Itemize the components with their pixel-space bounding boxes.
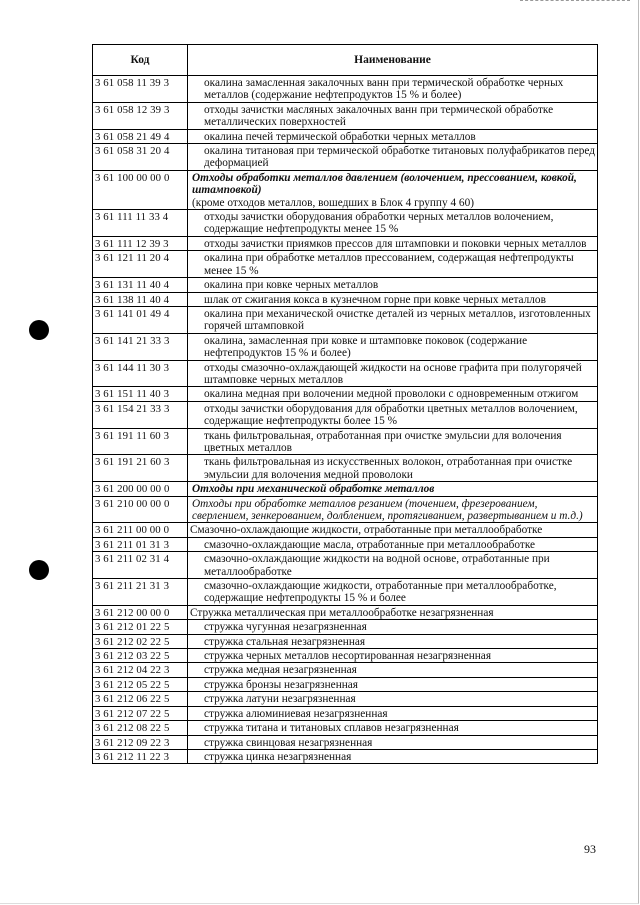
table-row — [93, 129, 598, 143]
row-code: 3 61 211 21 31 3 — [93, 579, 188, 606]
row-code: 3 61 212 07 22 5 — [93, 706, 188, 720]
table-row — [93, 620, 598, 634]
row-code: 3 61 212 08 22 5 — [93, 721, 188, 735]
row-code: 3 61 121 11 20 4 — [93, 251, 188, 278]
table-header-row — [93, 45, 598, 76]
table-row — [93, 605, 598, 619]
row-name — [188, 170, 598, 209]
row-code: 3 61 212 03 22 5 — [93, 649, 188, 663]
category-title: Отходы обработки металлов давлением (волочением, прессованием, ковкой, штамповкой) — [192, 171, 577, 197]
waste-code-table — [92, 44, 598, 764]
column-header-code: Код — [93, 45, 188, 76]
row-name: отходы зачистки масляных закалочных ванн при термической обработке металлических поверхностей — [188, 102, 598, 129]
category-note: (кроме отходов металлов, вошедших в Блок 4 группу 4 60) — [192, 196, 474, 209]
row-code: 3 61 141 21 33 3 — [93, 333, 188, 360]
row-name: стружка свинцовая незагрязненная — [188, 735, 598, 749]
row-code: 3 61 200 00 00 0 — [93, 482, 188, 496]
table-row — [93, 523, 598, 537]
row-code: 3 61 212 04 22 3 — [93, 663, 188, 677]
table-row — [93, 552, 598, 579]
row-name: отходы зачистки оборудования обработки черных металлов волочением, содержащие нефтепродукты менее 15 % — [188, 210, 598, 237]
row-name: шлак от сжигания кокса в кузнечном горне при ковке черных металлов — [188, 292, 598, 306]
table-body — [93, 76, 598, 764]
row-name: отходы зачистки оборудования для обработки цветных металлов волочением, содержащие нефтепродукты более 15 % — [188, 401, 598, 428]
row-name: стружка титана и титановых сплавов незагрязненная — [188, 721, 598, 735]
row-code: 3 61 212 02 22 5 — [93, 634, 188, 648]
category-title: Отходы при механической обработке металлов — [192, 483, 435, 496]
table-row — [93, 236, 598, 250]
table-row — [93, 144, 598, 171]
row-name: ткань фильтровальная из искусственных волокон, отработанная при очистке эмульсии для волочения медной проволоки — [188, 455, 598, 482]
row-name: стружка бронзы незагрязненная — [188, 677, 598, 691]
row-name: стружка чугунная незагрязненная — [188, 620, 598, 634]
table-row — [93, 721, 598, 735]
page-number: 93 — [584, 842, 596, 856]
table-row — [93, 663, 598, 677]
table-row — [93, 706, 598, 720]
row-name: смазочно-охлаждающие жидкости, отработанные при металлообработке, содержащие нефтепродукты 15 % и более — [188, 579, 598, 606]
row-name: стружка стальная незагрязненная — [188, 634, 598, 648]
table-row — [93, 251, 598, 278]
row-code: 3 61 211 00 00 0 — [93, 523, 188, 537]
row-code: 3 61 212 11 22 3 — [93, 749, 188, 763]
row-name: отходы зачистки приямков прессов для штамповки и поковки черных металлов — [188, 236, 598, 250]
punch-hole-bottom — [29, 560, 49, 580]
row-code: 3 61 058 31 20 4 — [93, 144, 188, 171]
table-row — [93, 455, 598, 482]
row-code: 3 61 100 00 00 0 — [93, 170, 188, 209]
table-row — [93, 292, 598, 306]
table-row — [93, 102, 598, 129]
table-row — [93, 306, 598, 333]
row-code: 3 61 144 11 30 3 — [93, 360, 188, 387]
row-name: Смазочно-охлаждающие жидкости, отработанные при металлообработке — [188, 523, 598, 537]
row-code: 3 61 141 01 49 4 — [93, 306, 188, 333]
table-row — [93, 360, 598, 387]
table-row — [93, 76, 598, 103]
row-name: смазочно-охлаждающие масла, отработанные при металлообработке — [188, 537, 598, 551]
row-name: окалина титановая при термической обработке титановых полуфабрикатов перед деформацией — [188, 144, 598, 171]
row-name — [188, 482, 598, 496]
row-code: 3 61 212 00 00 0 — [93, 605, 188, 619]
row-name: окалина при ковке черных металлов — [188, 278, 598, 292]
table-row — [93, 278, 598, 292]
row-code: 3 61 058 21 49 4 — [93, 129, 188, 143]
row-code: 3 61 212 01 22 5 — [93, 620, 188, 634]
row-name: окалина, замасленная при ковке и штамповке поковок (содержание нефтепродуктов 15 % и более) — [188, 333, 598, 360]
row-code: 3 61 058 12 39 3 — [93, 102, 188, 129]
row-code: 3 61 191 11 60 3 — [93, 428, 188, 455]
row-code: 3 61 058 11 39 3 — [93, 76, 188, 103]
row-name: ткань фильтровальная, отработанная при очистке эмульсии для волочения цветных металлов — [188, 428, 598, 455]
scan-edge-marks — [520, 0, 630, 5]
row-name: стружка латуни незагрязненная — [188, 692, 598, 706]
row-name: стружка медная незагрязненная — [188, 663, 598, 677]
row-code: 3 61 151 11 40 3 — [93, 387, 188, 401]
row-name: Стружка металлическая при металлообработке незагрязненная — [188, 605, 598, 619]
punch-hole-top — [29, 320, 49, 340]
row-name: отходы смазочно-охлаждающей жидкости на основе графита при полугорячей штамповке черных металлов — [188, 360, 598, 387]
table-row — [93, 496, 598, 523]
table-row — [93, 333, 598, 360]
row-code: 3 61 138 11 40 4 — [93, 292, 188, 306]
table-row — [93, 735, 598, 749]
row-code: 3 61 191 21 60 3 — [93, 455, 188, 482]
row-code: 3 61 210 00 00 0 — [93, 496, 188, 523]
row-name: окалина печей термической обработки черных металлов — [188, 129, 598, 143]
row-name: окалина при механической очистке деталей из черных металлов, изготовленных горячей штамповкой — [188, 306, 598, 333]
table-row — [93, 482, 598, 496]
row-name: стружка цинка незагрязненная — [188, 749, 598, 763]
row-code: 3 61 111 11 33 4 — [93, 210, 188, 237]
row-name: Отходы при обработке металлов резанием (точением, фрезерованием, сверлением, зенкерованием, долблением, протягиванием, развертыванием и т.д.) — [188, 496, 598, 523]
row-code: 3 61 212 09 22 3 — [93, 735, 188, 749]
table-row — [93, 649, 598, 663]
row-code: 3 61 154 21 33 3 — [93, 401, 188, 428]
row-code: 3 61 212 06 22 5 — [93, 692, 188, 706]
row-code: 3 61 211 02 31 4 — [93, 552, 188, 579]
table-row — [93, 210, 598, 237]
row-code: 3 61 211 01 31 3 — [93, 537, 188, 551]
table-row — [93, 387, 598, 401]
row-name: окалина медная при волочении медной проволоки с одновременным отжигом — [188, 387, 598, 401]
table-row — [93, 428, 598, 455]
row-code: 3 61 212 05 22 5 — [93, 677, 188, 691]
table-row — [93, 537, 598, 551]
row-name: стружка алюминиевая незагрязненная — [188, 706, 598, 720]
table-row — [93, 692, 598, 706]
row-code: 3 61 111 12 39 3 — [93, 236, 188, 250]
row-name: стружка черных металлов несортированная незагрязненная — [188, 649, 598, 663]
table-row — [93, 634, 598, 648]
row-name: окалина замасленная закалочных ванн при термической обработке черных металлов (содержание нефтепродуктов 15 % и более) — [188, 76, 598, 103]
table-row — [93, 401, 598, 428]
table-row — [93, 677, 598, 691]
column-header-name: Наименование — [188, 45, 598, 76]
row-name: смазочно-охлаждающие жидкости на водной основе, отработанные при металлообработке — [188, 552, 598, 579]
row-name: окалина при обработке металлов прессованием, содержащая нефтепродукты менее 15 % — [188, 251, 598, 278]
table-row — [93, 579, 598, 606]
table-row — [93, 170, 598, 209]
row-code: 3 61 131 11 40 4 — [93, 278, 188, 292]
table-row — [93, 749, 598, 763]
